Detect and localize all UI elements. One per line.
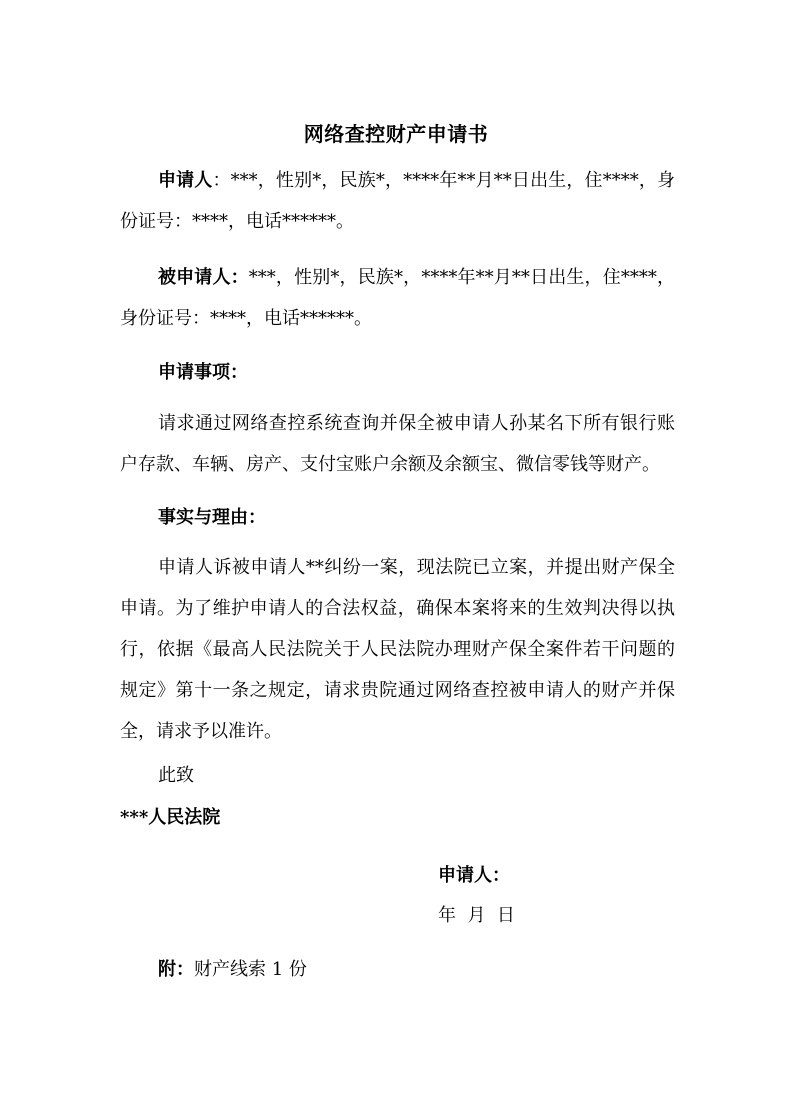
salutation: 此致 (158, 765, 194, 786)
signature-label: 申请人： (438, 865, 510, 886)
applicant-paragraph (120, 160, 675, 242)
document-title: 网络查控财产申请书 (303, 122, 489, 146)
applicant-colon: ： (212, 170, 231, 191)
applicant-details: ***，性别*，民族*，****年**月**日出生，住****，身份证号：****，电话******。 (120, 170, 676, 232)
respondent-details: ***，性别*，民族*，****年**月**日出生，住****，身份证号：****，电话******。 (120, 267, 676, 329)
attachment-text: 财产线索 1 份 (194, 959, 307, 980)
request-heading: 申请事项： (158, 362, 248, 383)
respondent-label: 被申请人： (158, 267, 249, 288)
respondent-paragraph (120, 257, 675, 339)
applicant-label: 申请人 (158, 170, 213, 191)
attachment-label: 附： (158, 959, 194, 980)
request-paragraph: 请求通过网络查控系统查询并保全被申请人孙某名下所有银行账户存款、车辆、房产、支付宝账户余额及余额宝、微信零钱等财产。 (120, 413, 675, 475)
court-name: ***人民法院 (120, 807, 221, 828)
facts-heading: 事实与理由： (158, 507, 266, 528)
attachment-line (158, 958, 307, 982)
date-placeholder: 年 月 日 (438, 905, 515, 926)
facts-paragraph: 申请人诉被申请人**纠纷一案，现法院已立案，并提出财产保全申请。为了维护申请人的合法权益，确保本案将来的生效判决得以执行，依据《最高人民法院关于人民法院办理财产保全案件若干问题的规定》第十一条之规定，请求贵院通过网络查控被申请人的财产并保全，请求予以准许。 (120, 557, 675, 742)
